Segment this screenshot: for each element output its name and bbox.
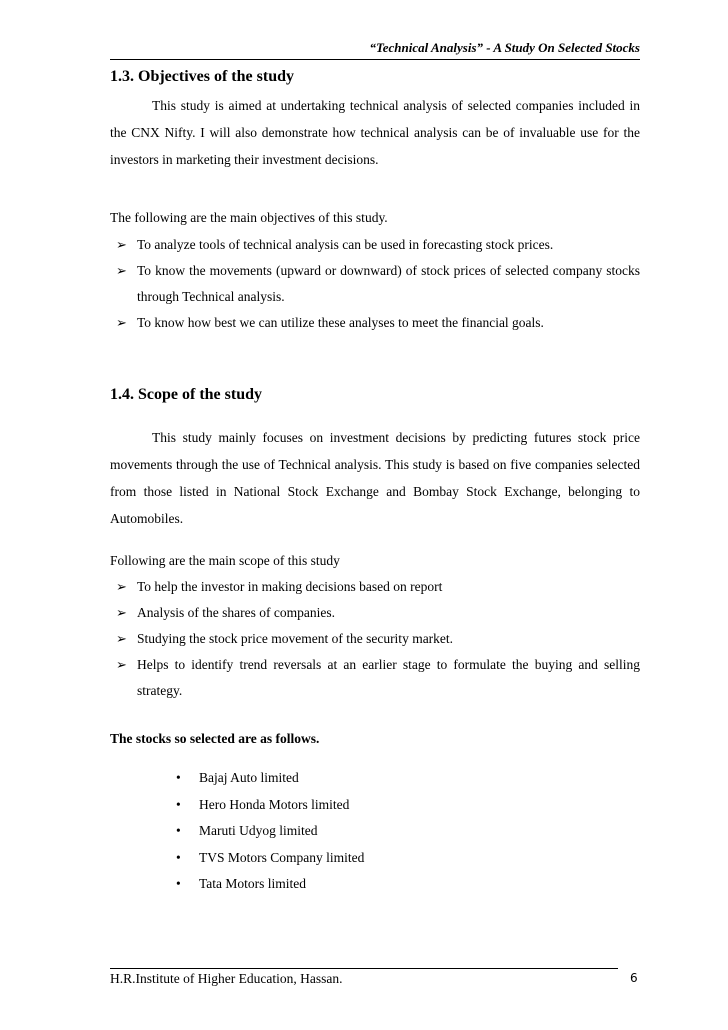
bullet-icon: • (176, 770, 181, 785)
scope-intro-paragraph (110, 424, 640, 532)
bullet-icon: • (176, 876, 181, 891)
stocks-list (176, 765, 364, 898)
arrow-bullet-icon: ➢ (116, 237, 127, 252)
list-item: • Hero Honda Motors limited (176, 792, 364, 819)
arrow-bullet-icon: ➢ (116, 263, 127, 278)
bullet-icon: • (176, 823, 181, 838)
arrow-bullet-icon: ➢ (116, 631, 127, 646)
list-item: • Tata Motors limited (176, 871, 364, 898)
arrow-bullet-icon: ➢ (116, 657, 127, 672)
footer-divider (110, 968, 618, 969)
arrow-bullet-icon: ➢ (116, 605, 127, 620)
arrow-bullet-icon: ➢ (116, 579, 127, 594)
section-heading-scope: 1.4. Scope of the study (110, 386, 263, 403)
list-item: ➢ To know the movements (upward or downward) of stock prices of selected company stocks through Technical analysis. (110, 258, 640, 310)
arrow-bullet-icon: ➢ (116, 315, 127, 330)
scope-list (110, 574, 640, 704)
objectives-list-lead: The following are the main objectives of this study. (110, 210, 388, 225)
header-title-quoted: “Technical Analysis” (369, 40, 484, 55)
stocks-heading: The stocks so selected are as follows. (110, 731, 320, 746)
list-item: • TVS Motors Company limited (176, 845, 364, 872)
scope-list-lead: Following are the main scope of this study (110, 553, 340, 568)
list-item: ➢ To analyze tools of technical analysis can be used in forecasting stock prices. (110, 232, 640, 258)
list-item: • Bajaj Auto limited (176, 765, 364, 792)
list-item: • Maruti Udyog limited (176, 818, 364, 845)
header-title-rest: - A Study On Selected Stocks (483, 40, 640, 55)
page-number: 6 (630, 971, 638, 985)
section-heading-objectives: 1.3. Objectives of the study (110, 68, 294, 85)
list-item: ➢ To know how best we can utilize these analyses to meet the financial goals. (110, 310, 640, 336)
list-item: ➢ Studying the stock price movement of the security market. (110, 626, 640, 652)
bullet-icon: • (176, 796, 181, 812)
list-item: ➢ To help the investor in making decisions based on report (110, 574, 640, 600)
objectives-intro-text: This study is aimed at undertaking technical analysis of selected companies included in the CNX Nifty. I will also demonstrate how technical analysis can be of invaluable use for the investors in marketing their investment decisions. (110, 98, 640, 167)
footer-institution: H.R.Institute of Higher Education, Hassan. (110, 971, 343, 986)
objectives-list (110, 232, 640, 336)
objectives-intro-paragraph (110, 92, 640, 173)
list-item: ➢ Helps to identify trend reversals at an earlier stage to formulate the buying and selling strategy. (110, 652, 640, 704)
page-header (110, 40, 640, 60)
bullet-icon: • (176, 849, 181, 865)
scope-intro-text: This study mainly focuses on investment decisions by predicting futures stock price movements through the use of Technical analysis. This study is based on five companies selected from those listed in National Stock Exchange and Bombay Stock Exchange, belonging to Automobiles. (110, 430, 640, 526)
list-item: ➢ Analysis of the shares of companies. (110, 600, 640, 626)
